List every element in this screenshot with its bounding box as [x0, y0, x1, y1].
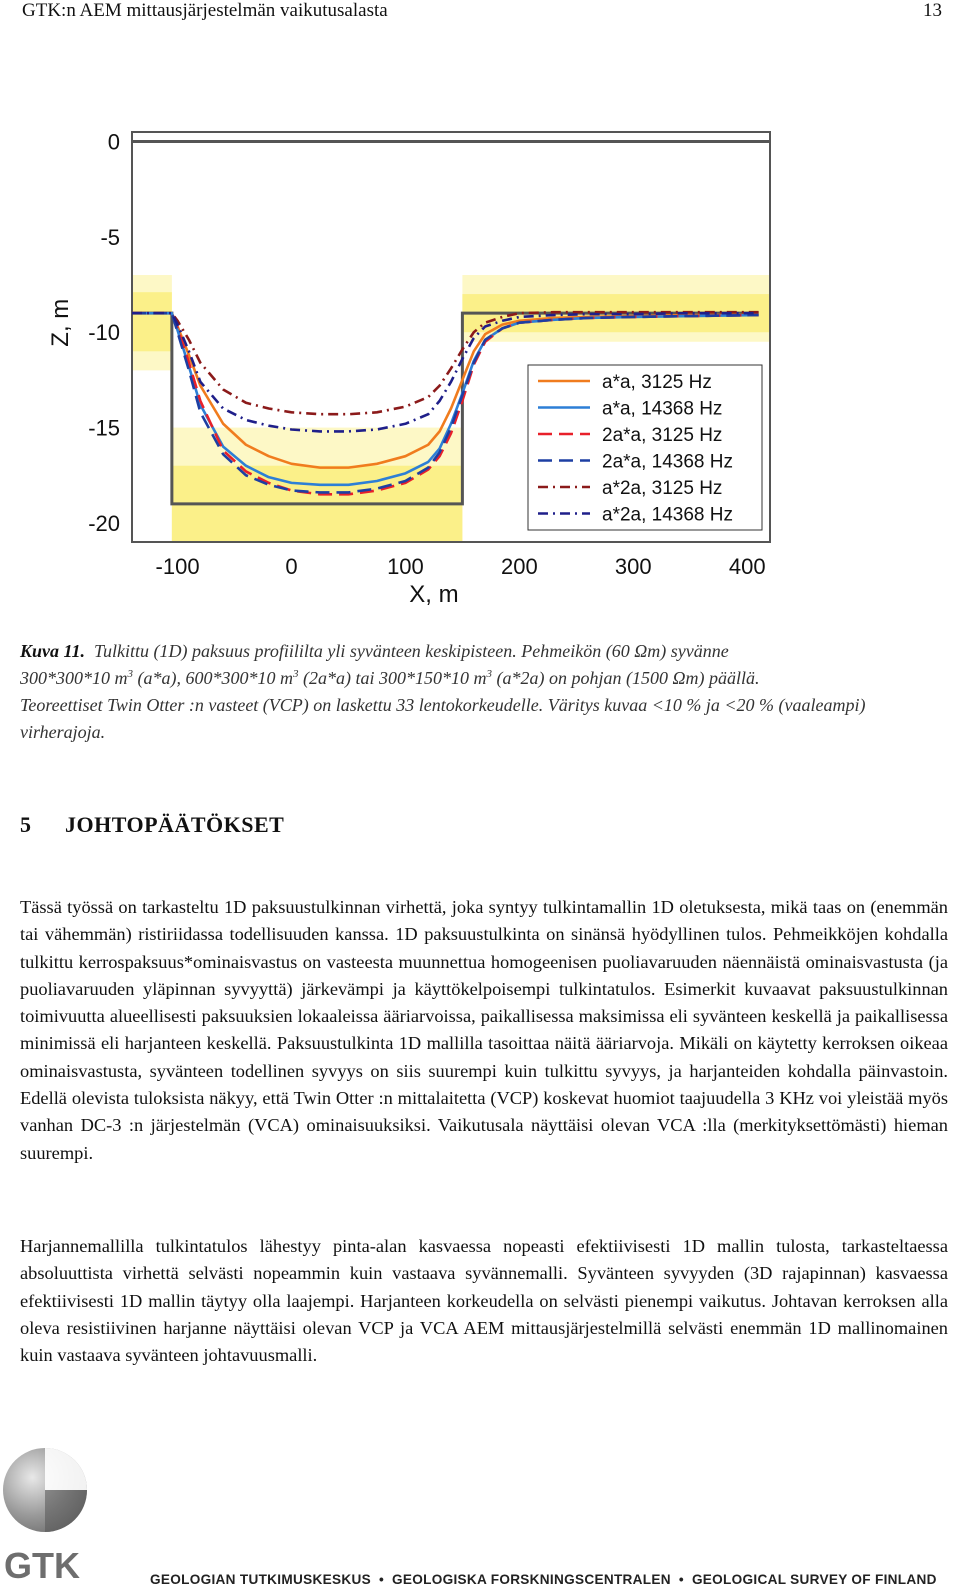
caption-dim-4: (a*2a) on pohjan (1500 Ωm) päällä.: [492, 668, 760, 688]
legend-label: 2a*a, 14368 Hz: [602, 451, 733, 473]
caption-dim-1: 300*300*10 m: [20, 668, 128, 688]
y-tick-label: -20: [88, 510, 120, 536]
gtk-logo-text: GTK: [4, 1545, 80, 1583]
caption-sup: 3: [127, 668, 133, 680]
body-paragraph: Harjannemallilla tulkintatulos lähestyy pinta-alan kasvaessa nopeasti efektiivisesti 1D mallin tulosta, tarkasteltaessa absoluuttista virhettä selvästi nopeammin kuin vastaava syvännemalli. Syvänteen syvyyden (3D rajapinnan) kasvaessa efektiivisesti 1D mallin täytyy olla laajempi. Harjanteen korkeudella on selvästi pienempi vaikutus. Johtavan kerroksen alla oleva resistiivinen harjanne näyttäisi olevan VCP ja VCA AEM mittausjärjestelmillä selvästi enemmän 1D mallinomainen kuin vastaava syvänteen johtavuusmalli.: [20, 1236, 948, 1366]
section-title: JOHTOPÄÄTÖKSET: [65, 812, 285, 837]
y-tick-label: -5: [100, 224, 120, 250]
footer-org-sv: GEOLOGISKA FORSKNINGSCENTRALEN: [392, 1572, 671, 1587]
x-tick-label: 300: [614, 554, 652, 579]
y-tick-label: -15: [88, 415, 120, 441]
x-tick-label: -100: [155, 554, 200, 579]
legend-label: 2a*a, 3125 Hz: [602, 425, 723, 446]
body-paragraph: Tässä työssä on tarkasteltu 1D paksuustulkinnan virhettä, joka syntyy tulkintamallin 1D oletuksesta, mikä taas on (enemmän tai vähemmän) ristiriidassa todellisuuden kanssa. 1D paksuustulkinta on sinänsä hyödyllinen tulos. Pehmeikköjen kohdalla tulkittu kerrospaksuus*ominaisvastus on vasteesta muunnettua homogeenisen puoliavaruuden näennäistä ominaisvastusta (ja puoliavaruuden yläpinnan syvyyttä) järkevämpi ja käyttökelpoisempi tulkintatulos. Esimerkit kuvaavat paksuustulkinnan toimivuutta alueellisesti paksuuksien lokaaleissa ääriarvoissa, paikallisessa maksimissa eli syvänteen keskellä ja paikallisessa minimissä eli harjanteen keskellä. Paksuustulkinta 1D mallilla tasoittaa näitä ääriarvoja. Mikäli on käytetty kerroksen oikeaa ominaisvastusta, syvänteen todellinen syvyys on siis suurempi kuin tulkittu syvyys, ja harjanteiden kohdalla päinvastoin. Edellä olevista tuloksista näkyy, että Twin Otter :n mittalaitetta (VCP) koskevat huomiot taajuudella 3 KHz voi yleistää myös vanhan DC-3 :n järjestelmän (VCA) ominaisuuksiksi. Vaikutusala näyttäisi olevan VCA :lla (merkityksettömästi) hieman suurempi.: [20, 897, 948, 1163]
running-header: [22, 0, 942, 26]
figure-label: Kuva 11.: [20, 641, 86, 661]
caption-line-3: Teoreettiset Twin Otter :n vasteet (VCP) on laskettu 33 lentokorkeudelle. Väritys kuvaa <10 % ja <20 % (vaaleampi) virherajoja.: [20, 695, 866, 742]
figure-caption: [20, 638, 950, 746]
caption-sup: 3: [293, 668, 299, 680]
y-axis-label: Z, m: [47, 298, 74, 347]
footer-org-fi: GEOLOGIAN TUTKIMUSKESKUS: [150, 1572, 371, 1587]
caption-dim-2: (a*a), 600*300*10 m: [133, 668, 293, 688]
x-tick-label: 0: [285, 554, 298, 579]
page-number: 13: [923, 0, 942, 21]
y-tick-label: -10: [88, 320, 120, 346]
legend-label: a*2a, 14368 Hz: [602, 504, 733, 526]
error-band-lt10: [132, 292, 172, 351]
caption-dim-3: (2a*a) tai 300*150*10 m: [298, 668, 487, 688]
figure: [40, 112, 800, 617]
x-tick-label: 100: [387, 554, 424, 579]
document-title: GTK:n AEM mittausjärjestelmän vaikutusalasta: [22, 0, 388, 21]
x-axis-label: X, m: [409, 581, 459, 608]
footer-separator: •: [678, 1572, 684, 1587]
section-number: 5: [20, 812, 32, 837]
legend-label: a*2a, 3125 Hz: [602, 478, 723, 499]
legend-label: a*a, 3125 Hz: [602, 372, 712, 393]
caption-sup: 3: [486, 668, 492, 680]
depth-profile-chart: [40, 112, 800, 612]
legend-label: a*a, 14368 Hz: [602, 398, 723, 420]
y-tick-label: 0: [107, 129, 120, 155]
x-tick-label: 400: [728, 554, 766, 579]
x-tick-label: 200: [500, 554, 538, 579]
section-heading: [20, 812, 720, 838]
page-footer: [0, 1440, 960, 1587]
caption-line-1: Tulkittu (1D) paksuus profiililta yli syvänteen keskipisteen. Pehmeikön (60 Ωm) syvänne: [94, 641, 729, 661]
footer-organizations: [150, 1572, 950, 1587]
footer-separator: •: [378, 1572, 384, 1587]
footer-org-en: GEOLOGICAL SURVEY OF FINLAND: [691, 1572, 937, 1587]
gtk-logo: [0, 1440, 110, 1583]
